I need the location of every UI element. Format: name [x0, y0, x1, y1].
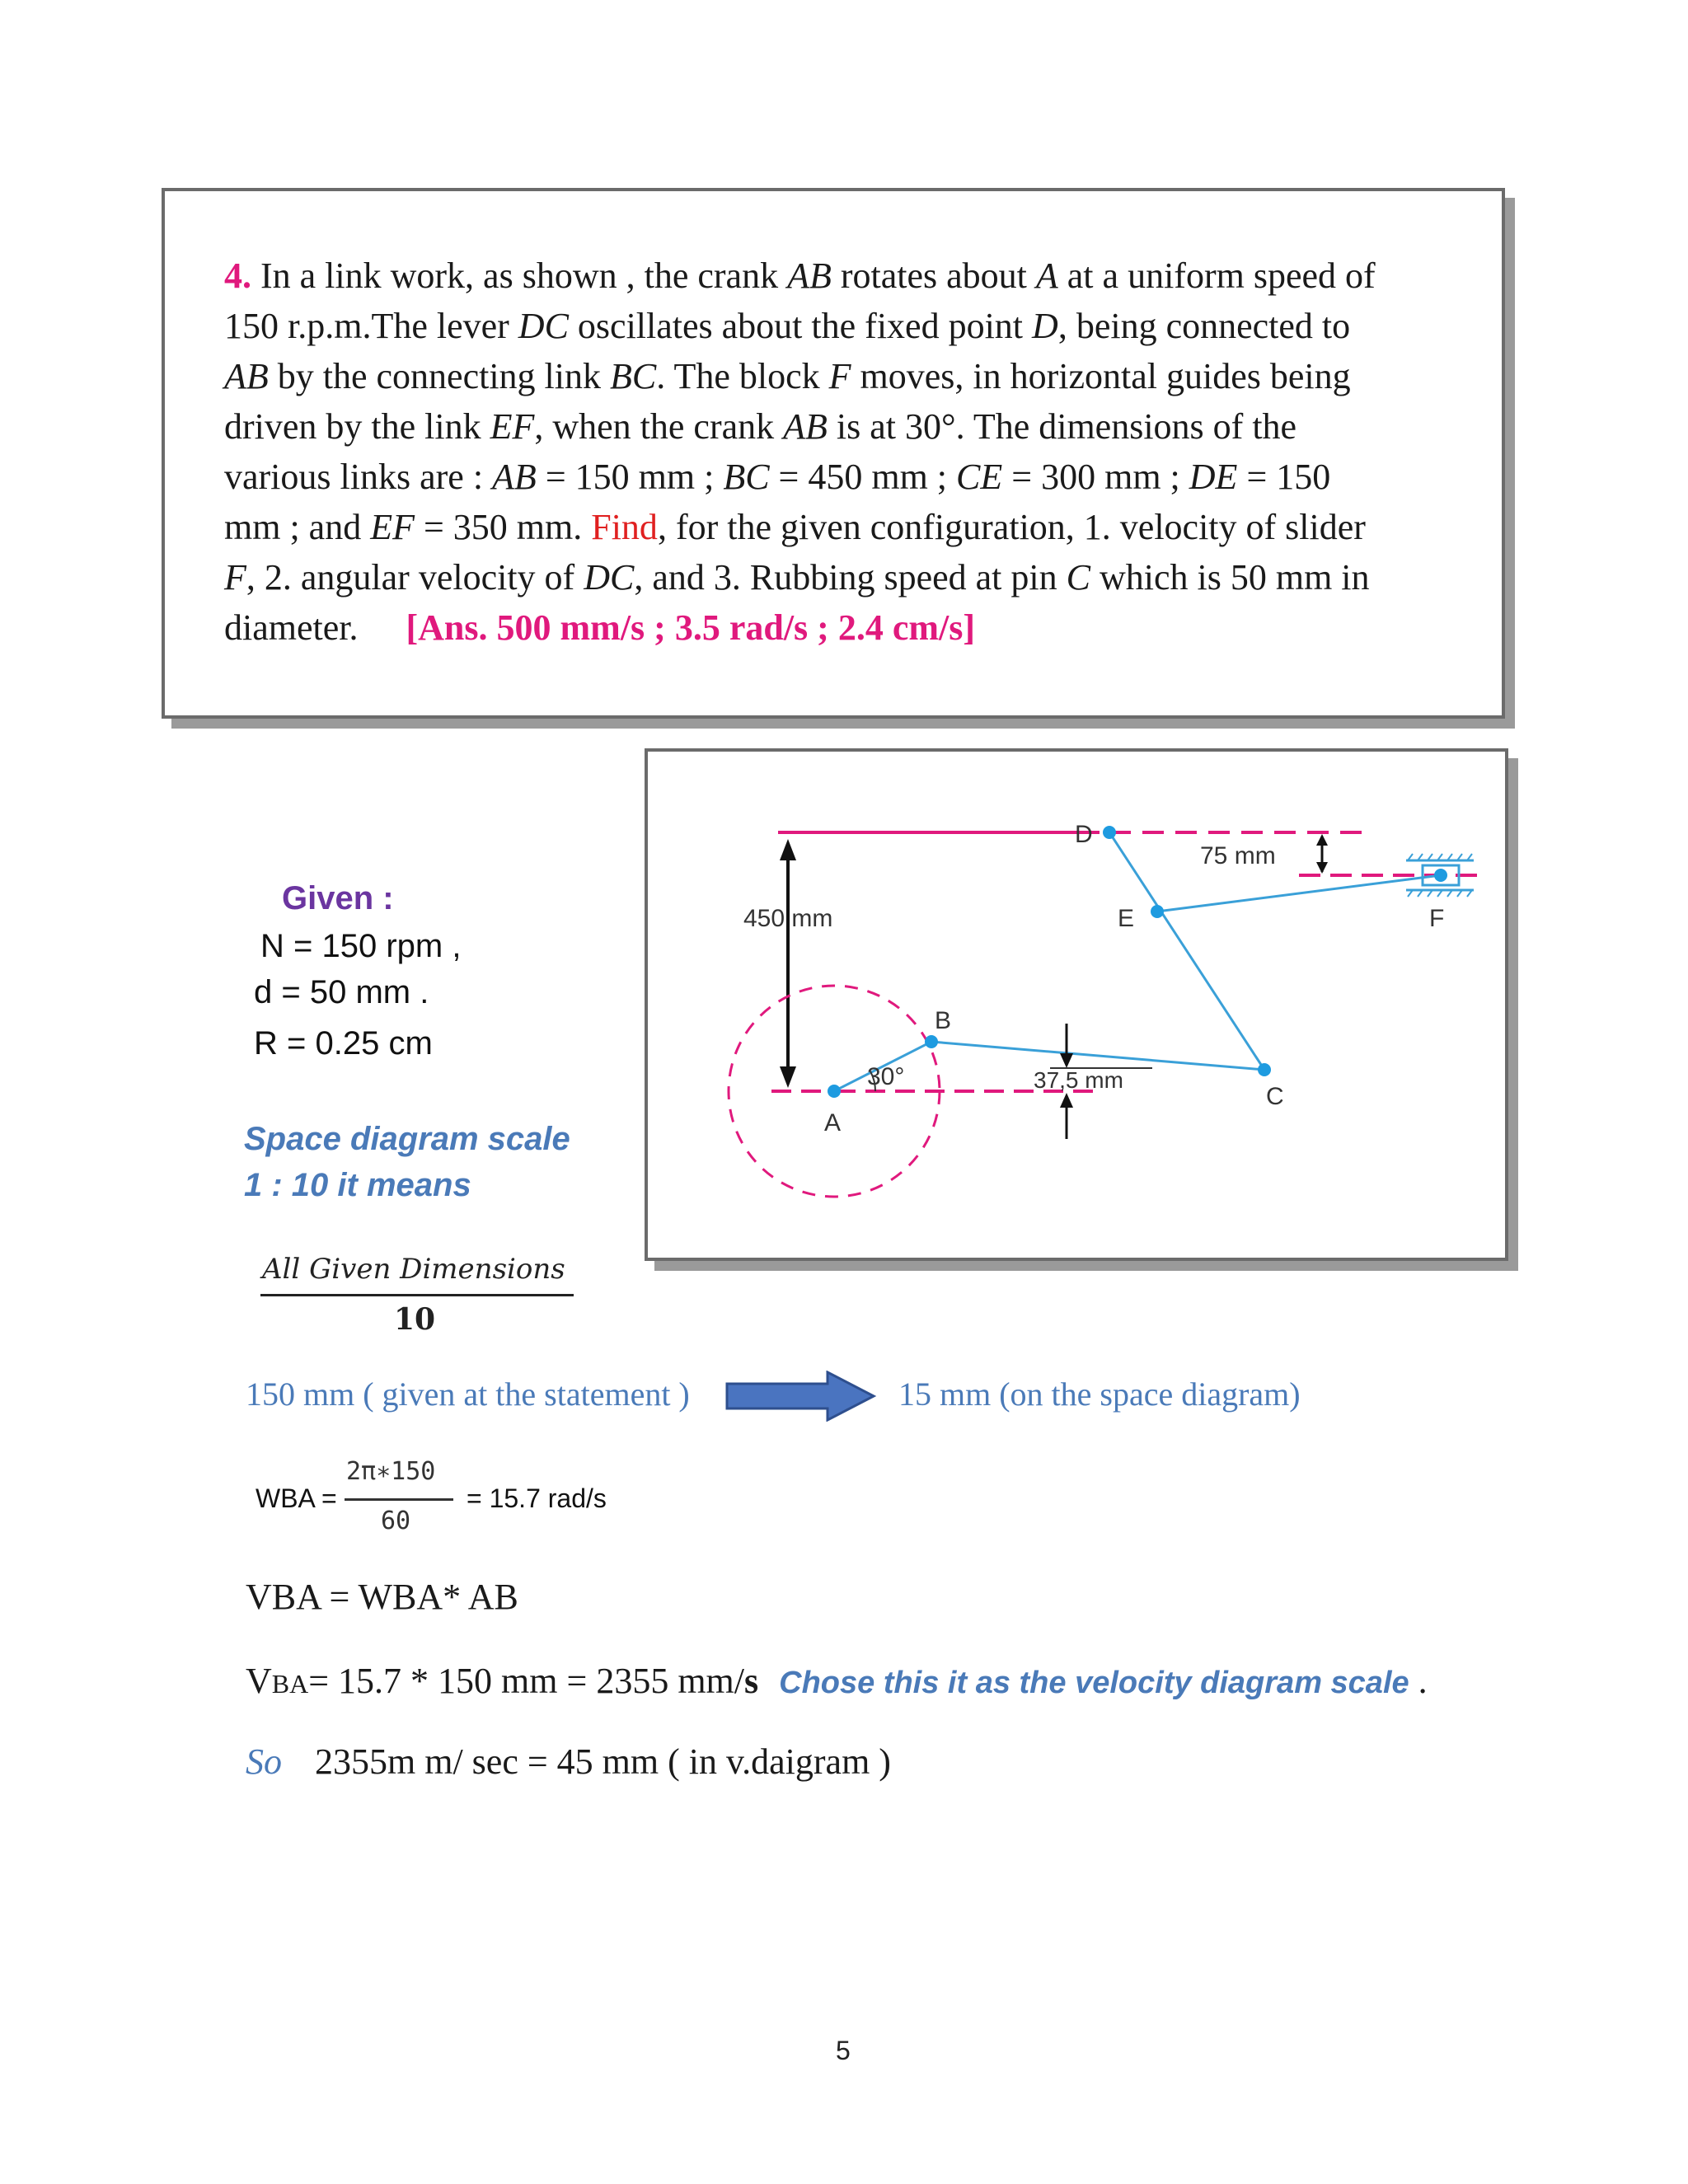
fraction-bar — [260, 1294, 574, 1296]
label-b: B — [935, 1007, 952, 1034]
problem-line-6: mm ; and EF = 350 mm. Find, for the given configuration, 1. velocity of slider — [224, 507, 1366, 547]
wba-fraction-bar — [345, 1498, 453, 1501]
problem-number: 4. — [224, 255, 251, 296]
given-title: Given : — [282, 880, 394, 916]
label-f: F — [1429, 905, 1445, 932]
problem-line-5: various links are : AB = 150 mm ; BC = 450 mm ; CE = 300 mm ; DE = 150 — [224, 457, 1331, 497]
vba-value-line: VBA= 15.7 * 150 mm = 2355 mm/s Chose this it as the velocity diagram scale . — [246, 1661, 1428, 1701]
find-word: Find — [591, 507, 658, 547]
dim-75-arrowhead-bottom — [1316, 862, 1328, 874]
joint-d — [1103, 826, 1116, 839]
dim-37-label: 37,5 mm — [1034, 1067, 1123, 1093]
so-word: So — [246, 1741, 282, 1782]
label-e: E — [1118, 905, 1135, 932]
wba-label: WBA = — [256, 1483, 337, 1513]
angle-label: 30° — [867, 1063, 905, 1090]
link-bc — [931, 1042, 1264, 1070]
problem-line-1: 4. In a link work, as shown , the crank AB rotates about A at a uniform speed of — [224, 255, 1376, 296]
joint-a — [828, 1085, 841, 1098]
dim-75-label: 75 mm — [1200, 842, 1276, 869]
vba-formula: VBA = WBA* AB — [246, 1577, 518, 1617]
problem-box — [162, 188, 1505, 719]
problem-line-3: AB by the connecting link BC. The block F moves, in horizontal guides being — [224, 356, 1351, 396]
given-r: R = 0.25 cm — [254, 1025, 433, 1062]
wba-result: = 15.7 rad/s — [467, 1483, 607, 1513]
space-diagram — [648, 752, 1505, 1258]
scale-right-text: 15 mm (on the space diagram) — [898, 1376, 1301, 1413]
given-n: N = 150 rpm , — [260, 928, 462, 964]
dim-450-arrowhead-top — [780, 839, 796, 860]
so-line: So 2355m m/ sec = 45 mm ( in v.daigram ) — [246, 1741, 891, 1782]
joint-e — [1151, 905, 1164, 918]
answer: [Ans. 500 mm/s ; 3.5 rad/s ; 2.4 cm/s] — [406, 607, 976, 648]
label-d: D — [1075, 821, 1093, 848]
dim-450-label: 450 mm — [743, 905, 833, 932]
fraction-numerator: All Given Dimensions — [262, 1253, 565, 1286]
label-c: C — [1266, 1083, 1284, 1110]
dim-75-arrowhead-top — [1316, 834, 1328, 846]
problem-line-2: 150 r.p.m.The lever DC oscillates about the fixed point D, being connected to — [224, 306, 1351, 346]
dim-450-arrowhead-bottom — [780, 1066, 796, 1088]
wba-numerator: 2π∗150 — [346, 1457, 436, 1486]
problem-line-7: F, 2. angular velocity of DC, and 3. Rubbing speed at pin C which is 50 mm in — [224, 557, 1370, 598]
given-d: d = 50 mm . — [254, 974, 429, 1010]
link-ef — [1157, 875, 1441, 912]
space-diagram-box — [645, 748, 1508, 1261]
right-arrow-icon — [725, 1371, 877, 1422]
problem-statement — [224, 251, 1461, 653]
problem-line-4: driven by the link EF, when the crank AB is at 30°. The dimensions of the — [224, 406, 1297, 447]
scale-title: Space diagram scale — [244, 1121, 570, 1157]
joint-f — [1434, 869, 1447, 882]
wba-denominator: 60 — [381, 1507, 411, 1535]
velocity-scale-note: Chose this it as the velocity diagram scale — [779, 1666, 1409, 1700]
dim-37-arrowhead-top — [1060, 1053, 1073, 1068]
fraction-denominator: 10 — [394, 1302, 436, 1337]
scale-ratio: 1 : 10 it means — [244, 1167, 471, 1203]
joint-b — [925, 1035, 938, 1048]
page-number: 5 — [836, 2036, 851, 2065]
label-a: A — [824, 1109, 842, 1137]
joint-c — [1258, 1063, 1271, 1076]
dim-37-arrowhead-bottom — [1060, 1093, 1073, 1108]
problem-line-8: diameter. [Ans. 500 mm/s ; 3.5 rad/s ; 2.4 cm/s] — [224, 607, 976, 648]
scale-left-text: 150 mm ( given at the statement ) — [246, 1376, 690, 1413]
